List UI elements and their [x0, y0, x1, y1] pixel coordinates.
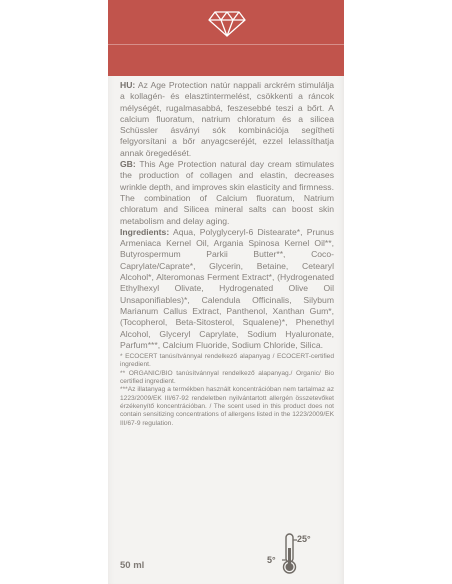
label-text	[120, 80, 334, 428]
brand-band	[108, 0, 344, 76]
footnote-ecocert: * ECOCERT tanúsítvánnyal rendelkező alapanyag / ECOCERT-certified ingredient.	[120, 353, 334, 369]
footnotes	[120, 353, 334, 428]
max-temperature: 25°	[297, 534, 311, 544]
gb-label: GB:	[120, 159, 136, 170]
gb-body: This Age Protection natural day cream stimulates the production of collagen and elastin, decreases wrinkle depth, and improves skin elasticity and firmness. The combination of Calcium fluoratum, Natrium chloratum and Silicea mineral salts can boost skin metabolism and delay aging.	[120, 159, 335, 226]
footnote-scent: ***Az illatanyag a termékben használt koncentrációban nem tartalmaz az 1223/2009/EK III/67-92 rendeletben nyilvántartott allergén összetevőket érzékenyítő koncentrációban. / The scent used in this product does not contain sensitizing concentrations of allergens listed in the 1223/2009/EK III/67-9 regulation.	[120, 386, 334, 427]
thermometer-icon	[256, 530, 326, 576]
footnote-organic: ** ORGANIC/BIO tanúsítvánnyal rendelkező alapanyag./ Organic/ Bio certified ingredient.	[120, 369, 334, 386]
ingredients-label: Ingredients:	[120, 226, 170, 237]
gb-paragraph	[120, 159, 334, 227]
min-temperature: 5°	[267, 555, 276, 565]
product-box	[108, 0, 344, 584]
hu-body: Az Age Protection natúr nappali arckrém stimulálja a kollagén- és elasztintermelést, csökkenti a ráncok mélységét, rugalmasabbá, feszesebbé teszi a bőrt. A calcium fluoratum, natrium chloratum és a silicea Schüssler ásványi sók kombinációja segítheti felgyorsítani a bőr anyagcseréjét, ezzel lelassíthatja annak öregedését.	[120, 80, 334, 158]
hu-paragraph	[120, 80, 334, 159]
volume-label: 50 ml	[120, 560, 145, 571]
ingredients-body: Aqua, Polyglyceryl-6 Distearate*, Prunus Armeniaca Kernel Oil, Argania Spinosa Kernel Oil**, Butyrospermum Parkii Butter**, Coco-Caprylate/Caprate*, Glycerin, Betaine, Cetearyl Alcohol*, Alteromonas Ferment Extract*, (Hydrogenated Ethylhexyl Olivate, Hydrogenated Olive Oil Unsaponifiables)*, Calendula Officinalis, Silybum Marianum Callus Extract, Panthenol, Xanthan Gum*, (Tocopherol, Beta-Sitosterol, Squalene)*, Phenethyl Alcohol, Glyceryl Caprylate, Sodium Hyaluronate, Parfum***, Calcium Fluoride, Sodium Chloride, Silica.	[120, 226, 334, 350]
band-divider	[108, 44, 344, 45]
gem-logo-icon	[207, 8, 247, 38]
ingredients-paragraph	[120, 227, 334, 351]
hu-label: HU:	[120, 80, 136, 90]
storage-temperature	[256, 530, 326, 576]
